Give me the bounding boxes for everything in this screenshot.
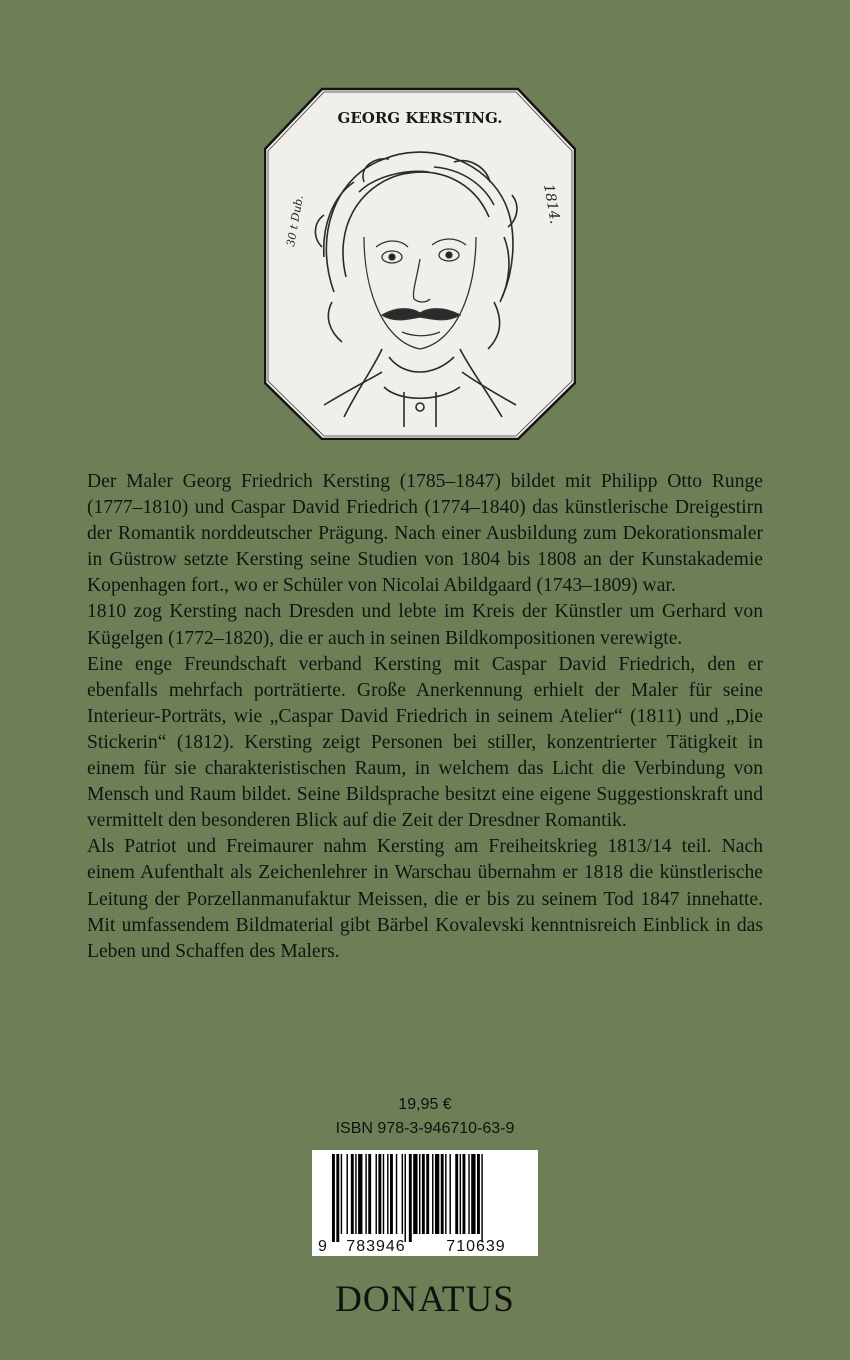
barcode-bar bbox=[463, 1154, 466, 1234]
barcode-bar bbox=[419, 1154, 420, 1234]
barcode-bar bbox=[460, 1154, 461, 1234]
barcode-bar bbox=[405, 1154, 406, 1242]
barcode-bar bbox=[355, 1154, 356, 1234]
barcode-bar bbox=[426, 1154, 429, 1234]
barcode-bar bbox=[413, 1154, 417, 1234]
barcode-group-right: 710639 bbox=[446, 1238, 506, 1255]
barcode-bar bbox=[341, 1154, 342, 1234]
barcode-bar bbox=[390, 1154, 393, 1234]
portrait-note-right: 1814. bbox=[540, 182, 563, 226]
description-paragraph: Als Patriot und Freimaurer nahm Kersting am Freiheitskrieg 1813/14 teil. Nach einem Aufenthalt als Zeichenlehrer in Warschau übernahm er 1818 die künstlerische Leitung der Porzellanmanufaktur Meissen, die er bis zu seinem Tod 1847 innehatte. Mit umfassendem Bildmaterial gibt Bärbel Kovalevski kenntnisreich Einblick in das Leben und Schaffen des Malers. bbox=[87, 836, 763, 962]
barcode-bar bbox=[365, 1154, 366, 1234]
barcode-bar bbox=[383, 1154, 384, 1234]
barcode-bar bbox=[468, 1154, 469, 1234]
description-paragraph: 1810 zog Kersting nach Dresden und lebte im Kreis der Künstler um Gerhard von Kügelgen (1772–1820), die er auch in seinen Bildkompositionen verewigte. bbox=[87, 601, 763, 649]
barcode-bar bbox=[471, 1154, 475, 1234]
barcode-bar bbox=[358, 1154, 362, 1234]
barcode-bar bbox=[477, 1154, 480, 1234]
description-paragraph: Eine enge Freundschaft verband Kersting mit Caspar David Friedrich, den er ebenfalls mehrfach porträtierte. Große Anerkennung erhielt der Maler für seine Interieur-Porträts, wie „Caspar David Friedrich in seinem Atelier“ (1811) und „Die Stickerin“ (1812). Kersting zeigt Personen bei stiller, konzentrierter Tätigkeit in einem für sie charakteristischen Raum, in welchem das Licht die Verbindung von Mensch und Raum bildet. Seine Bildsprache besitzt eine eigene Suggestionskraft und vermittelt den besonderen Blick auf die Zeit der Dresdner Romantik. bbox=[87, 653, 763, 832]
publisher-name: DONATUS bbox=[335, 1279, 515, 1320]
isbn-number: ISBN 978-3-946710-63-9 bbox=[335, 1120, 515, 1137]
barcode-bar bbox=[481, 1154, 482, 1242]
barcode-bar bbox=[347, 1154, 348, 1234]
barcode-bar bbox=[402, 1154, 403, 1234]
barcode-bar bbox=[378, 1154, 381, 1234]
barcode bbox=[312, 1150, 538, 1256]
barcode-bar bbox=[409, 1154, 412, 1242]
barcode-bar bbox=[422, 1154, 425, 1234]
barcode-digit-lead: 9 bbox=[318, 1238, 327, 1255]
price: 19,95 € bbox=[398, 1096, 452, 1113]
barcode-bar bbox=[435, 1154, 439, 1234]
barcode-bar bbox=[455, 1154, 458, 1234]
barcode-bars bbox=[332, 1154, 483, 1242]
barcode-bar bbox=[449, 1154, 450, 1234]
portrait-caption: GEORG KERSTING. bbox=[337, 109, 503, 127]
barcode-bar bbox=[441, 1154, 444, 1234]
book-description bbox=[87, 469, 763, 965]
barcode-bar bbox=[376, 1154, 377, 1234]
barcode-group-left: 783946 bbox=[346, 1238, 406, 1255]
barcode-bar bbox=[387, 1154, 388, 1234]
barcode-bar bbox=[351, 1154, 354, 1234]
portrait-note-left: 30 t Dub. bbox=[284, 194, 306, 248]
barcode-bar bbox=[332, 1154, 335, 1242]
author-portrait bbox=[264, 87, 576, 440]
description-paragraph: Der Maler Georg Friedrich Kersting (1785–1847) bildet mit Philipp Otto Runge (1777–1810) und Caspar David Friedrich (1774–1840) das künstlerische Dreigestirn der Romantik norddeutscher Prägung. Nach einer Ausbildung zum Dekorationsmaler in Güstrow setzte Kersting seine Studien von 1804 bis 1808 an der Kunstakademie Kopenhagen fort., wo er Schüler von Nicolai Abildgaard (1743–1809) war. bbox=[87, 471, 763, 597]
barcode-bar bbox=[445, 1154, 446, 1234]
barcode-bar bbox=[336, 1154, 339, 1242]
barcode-bar bbox=[368, 1154, 371, 1234]
barcode-bar bbox=[432, 1154, 433, 1234]
barcode-bar bbox=[396, 1154, 397, 1234]
